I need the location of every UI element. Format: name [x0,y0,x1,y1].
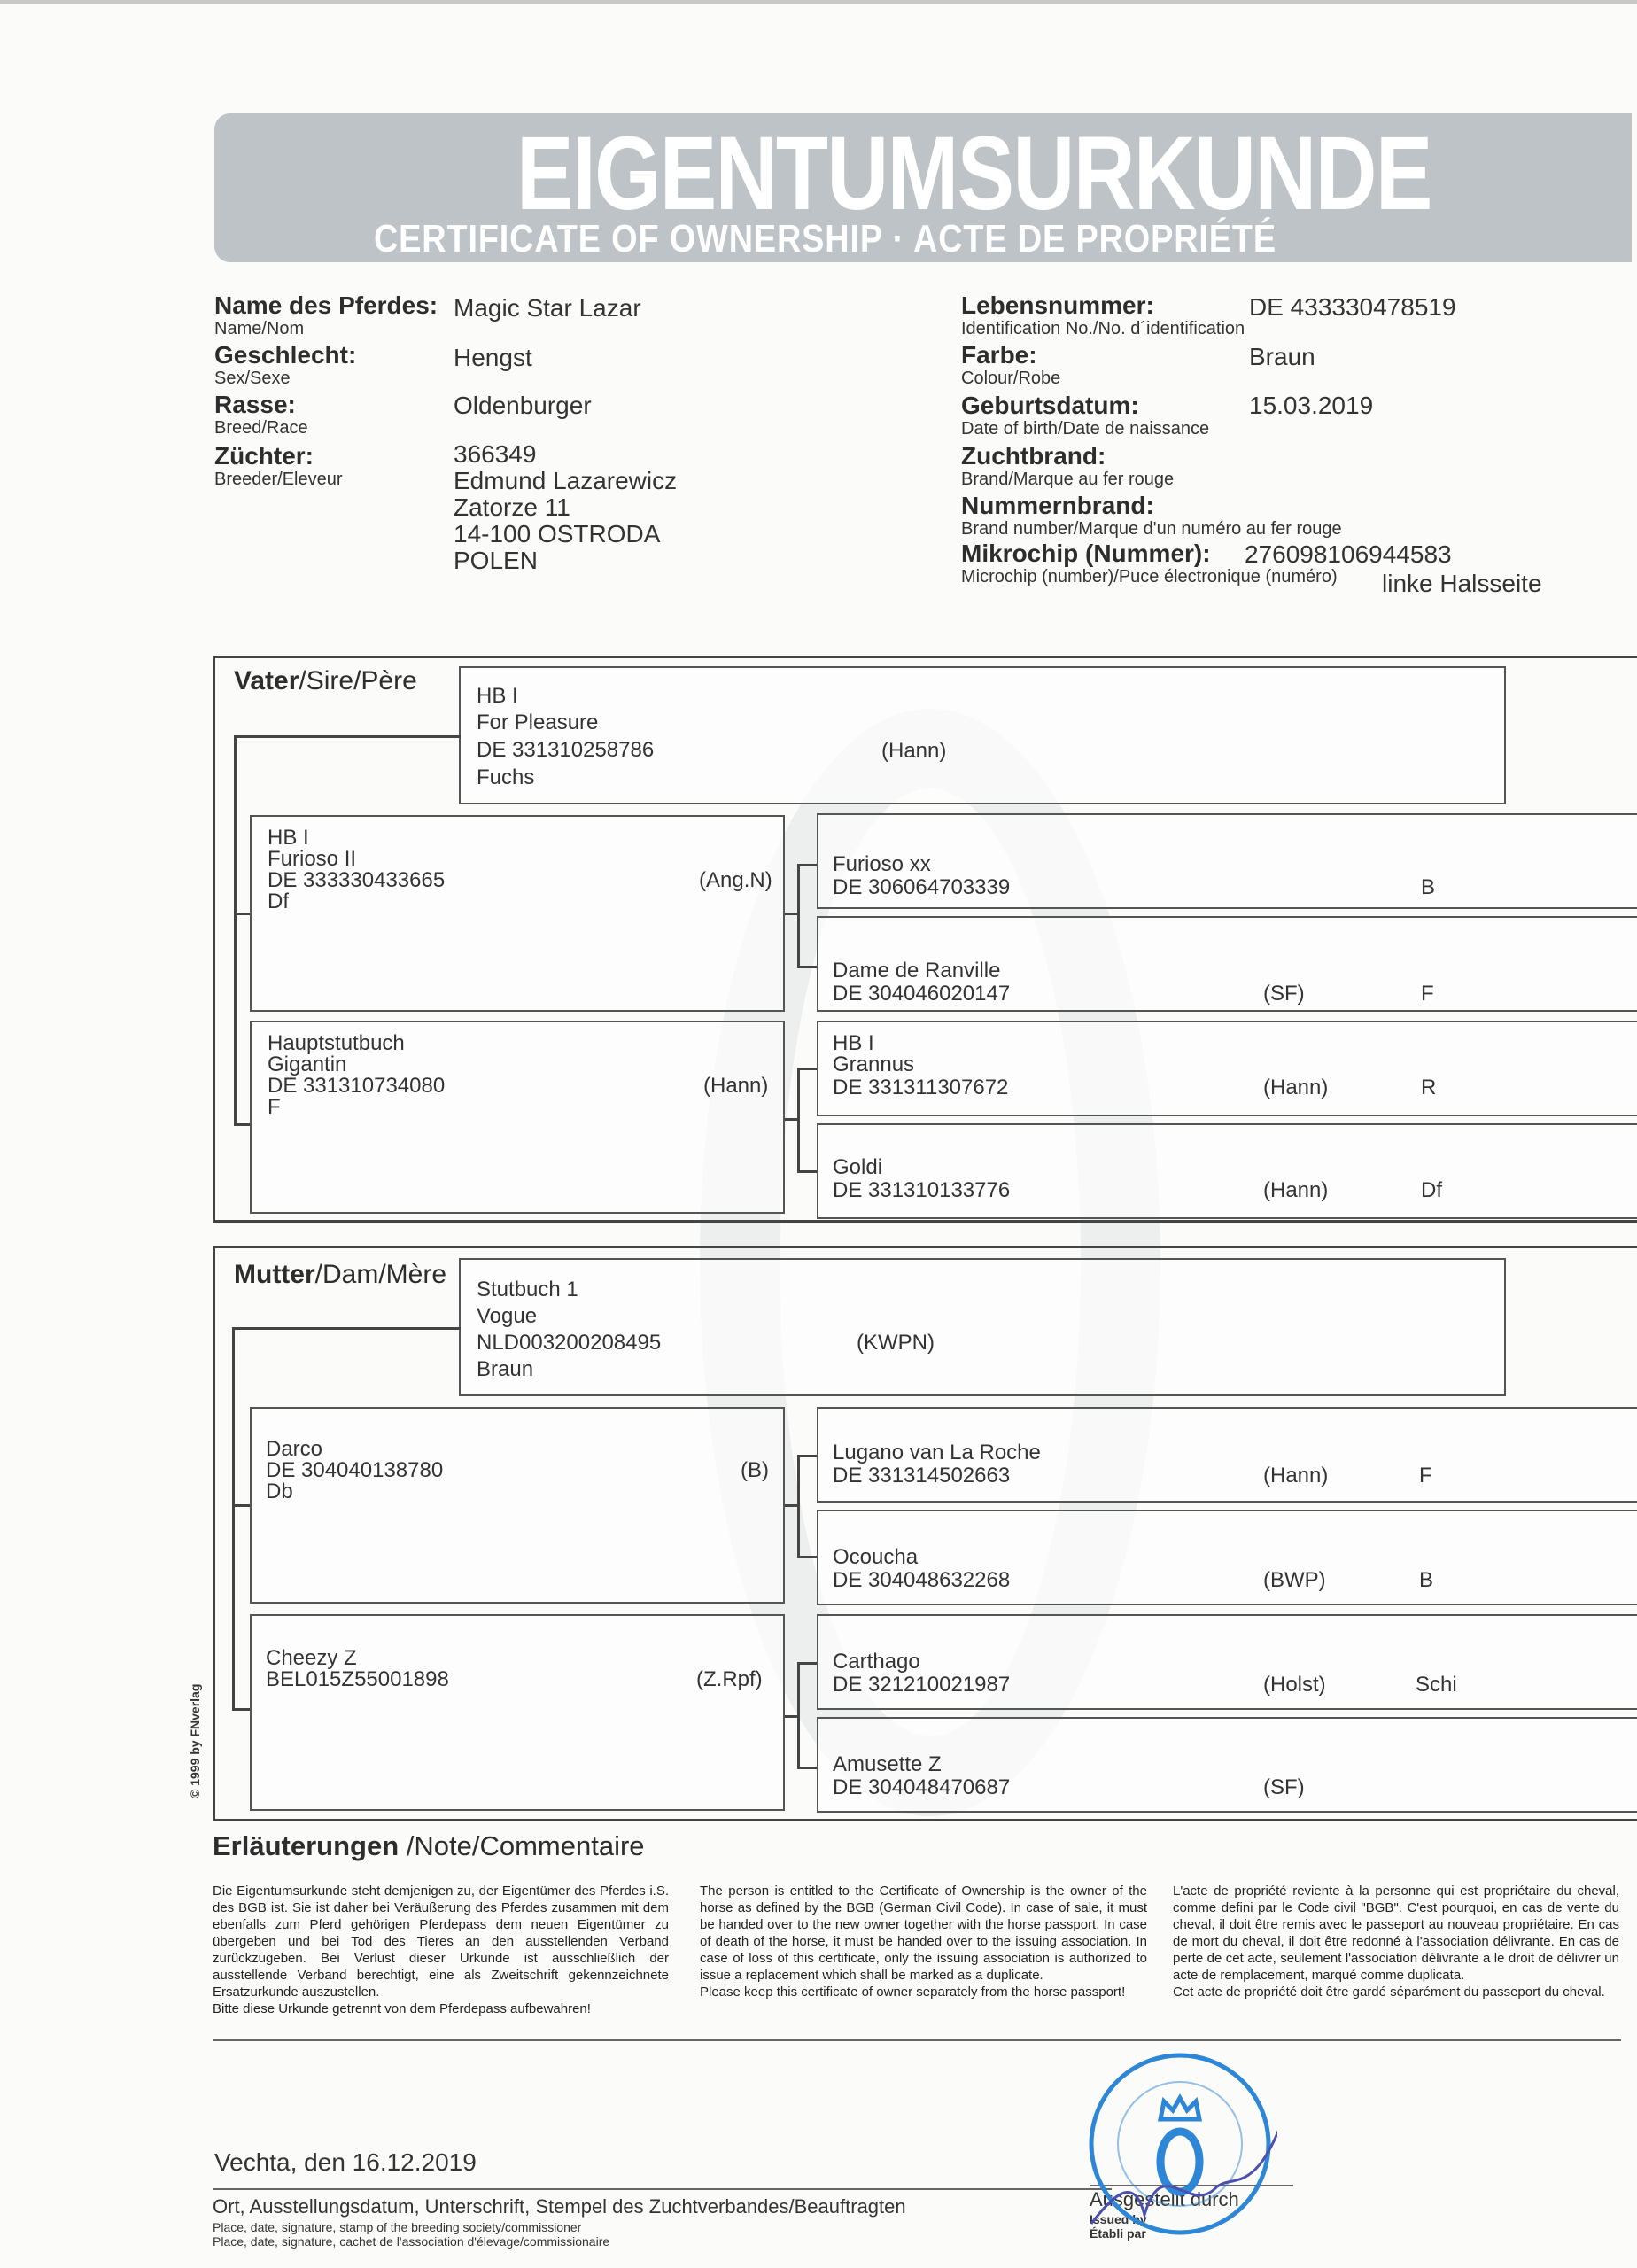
sire-title-rest: /Sire/Père [299,666,417,695]
dam-line-4: Braun [477,1357,534,1381]
breeder-value [454,441,677,574]
sublabel-colour: Colour/Robe [961,369,1061,388]
dam-ggd2-box [817,1717,1637,1813]
issued-by-fr: Établi par [1090,2226,1146,2241]
dam-assoc: (KWPN) [857,1331,935,1355]
field-sex [214,342,356,388]
dam-granddam-id: BEL015Z55001898 [266,1667,449,1691]
field-number-brand [961,493,1342,539]
sire-section-title [234,666,417,696]
dam-title-bold: Mutter [234,1260,315,1289]
label-microchip: Mikrochip (Nummer): [961,540,1211,567]
note-english-keep: Please keep this certificate of owner separately from the horse passport! [700,1984,1126,2000]
issued-by-en: Issued by [1090,2212,1147,2226]
label-name: Name des Pferdes: [214,291,438,319]
sire-ggd2-box [817,1123,1637,1219]
sire-granddam-line-3: DE 331310734080 [268,1074,446,1098]
dam-ggs2-colour: Schi [1416,1673,1457,1697]
connector-line [797,1662,818,1665]
sex-value: Hengst [454,344,532,371]
notes-divider [213,2039,1621,2041]
connector-line [797,1767,818,1769]
sire-ggd1-id: DE 304046020147 [833,982,1011,1006]
sire-ggd1-colour: F [1421,982,1434,1006]
connector-line [797,864,818,866]
dam-section-title [234,1260,446,1290]
connector-line [797,1068,800,1172]
label-colour: Farbe: [961,341,1037,369]
connector-line [797,1170,818,1173]
sire-grandsire-assoc: (Ang.N) [699,868,772,892]
breed-value: Oldenburger [454,392,592,419]
sire-line-1: HB I [477,684,518,708]
sublabel-birth-date: Date of birth/Date de naissance [961,419,1210,439]
sire-ggs2-line-1: HB I [833,1031,874,1055]
document-subtitle: CERTIFICATE OF OWNERSHIP · ACTE DE PROPRIÉTÉ [374,217,1276,260]
label-brand: Zuchtbrand: [961,442,1106,470]
label-life-number: Lebensnummer: [961,291,1154,319]
notes-title-rest: /Note/Commentaire [399,1830,645,1861]
connector-line [232,1504,250,1507]
copyright-notice: © 1999 by FNverlag [188,1683,202,1798]
sire-granddam-line-2: Gigantin [268,1052,347,1076]
dam-grandsire-name: Darco [266,1437,323,1461]
document-title: EIGENTUMSURKUNDE [516,115,1431,232]
footer-caption-fr: Place, date, signature, cachet de l'association d'élevage/commissionaire [213,2234,610,2249]
horse-head-icon [1160,2132,1199,2192]
sire-ggs2-id: DE 331311307672 [833,1076,1009,1099]
sire-granddam-box [250,1021,785,1214]
connector-line [234,913,252,915]
dam-granddam-name: Cheezy Z [266,1646,357,1670]
note-english [700,1883,1147,2000]
dam-ggd1-name: Ocoucha [833,1545,919,1569]
dam-ggs1-assoc: (Hann) [1263,1464,1329,1487]
sire-grandsire-line-4: Df [268,889,289,913]
connector-line [797,966,818,968]
connector-line [797,1455,818,1457]
dam-grandsire-id: DE 304040138780 [266,1458,444,1482]
issued-by-de: Ausgestellt durch [1090,2188,1239,2210]
field-brand [961,443,1174,489]
breeder-name: Edmund Lazarewicz [454,467,678,494]
note-english-text: The person is entitled to the Certificate of Ownership is the owner of the horse as defined by the BGB (German Civil Code). In case of sale, it must be handed over to the new owner together with the horse passport. In case of death of the horse, it must be handed over to the issuing association. In case of loss of this certificate, only the issuing association is authorized to issue a replacement which shall be marked as a duplicate. [700,1884,1147,1983]
sire-box [459,666,1506,804]
connector-line [797,1068,818,1070]
sire-ggs2-assoc: (Hann) [1263,1076,1329,1099]
microchip-location: linke Halsseite [1382,570,1542,597]
dam-grandsire-box [250,1407,785,1604]
note-german-text: Die Eigentumsurkunde steht demjenigen zu, der Eigentümer des Pferdes i.S. des BGB ist. Sie ist daher bei Veräußerung des Pferdes zusammen mit dem ebenfalls zum Pferd gehörigen Pferdepass dem neuen Eigentümer zu übergeben und bei Tod des Tieres an den ausstellenden Verband zurückzugeben. Bei Verlust dieser Urkunde ist ausschließlich der ausstellende Verband berechtigt, eine als Zweitschrift gekennzeichnete Ersatzurkunde auszustellen. [213,1884,669,2000]
connector-line [232,1327,461,1330]
sire-granddam-assoc: (Hann) [703,1074,769,1098]
sire-ggs2-box [817,1021,1637,1116]
life-number-value: DE 433330478519 [1249,293,1456,321]
sire-line-3: DE 331310258786 [477,738,655,762]
connector-line [234,1123,252,1126]
dam-ggs1-box [817,1407,1637,1503]
breeding-society-stamp [1082,2047,1277,2241]
sire-title-bold: Vater [234,666,299,695]
field-colour [961,342,1060,388]
connector-line [232,1327,235,1710]
breeder-id: 366349 [454,440,537,468]
dam-line-2: Vogue [477,1304,538,1328]
sublabel-microchip: Microchip (number)/Puce électronique (numéro) [961,567,1338,586]
label-breed: Rasse: [214,391,296,418]
sire-ggd1-name: Dame de Ranville [833,959,1001,983]
sire-ggs1-box [817,813,1637,909]
sire-ggs1-id: DE 306064703339 [833,875,1011,899]
scan-top-edge [0,0,1637,4]
breeder-street: Zatorze 11 [454,493,570,521]
note-french-text: L'acte de propriété reviente à la personne qui est propriétaire du cheval, comme defini par le Code civil "BGB". C'est pourquoi, en cas de vente du cheval, il doit être remis avec le passeport au nouveau propriétaire. En cas de mort du cheval, il doit être redonné à l'association délivrante. En cas de perte de cet acte, seulement l'association délivrante a le droit de délivrer un acte de remplacement, marqué comme duplicata. [1173,1884,1619,1983]
footer-caption-de: Ort, Ausstellungsdatum, Unterschrift, Stempel des Zuchtverbandes/Beauftragten [213,2195,906,2218]
connector-line [234,735,237,1125]
sire-ggd2-name: Goldi [833,1155,883,1179]
label-number-brand: Nummernbrand: [961,492,1154,519]
connector-line [797,864,800,967]
dam-line-1: Stutbuch 1 [477,1278,578,1301]
dam-granddam-assoc: (Z.Rpf) [696,1667,763,1691]
note-german-keep: Bitte diese Urkunde getrennt von dem Pferdepass aufbewahren! [213,2001,591,2016]
title-banner [214,113,1632,262]
sire-grandsire-line-3: DE 333330433665 [268,868,446,892]
sire-grandsire-box [250,815,785,1012]
dam-ggd2-assoc: (SF) [1263,1775,1305,1799]
colour-value: Braun [1249,343,1315,370]
signature-line [213,2188,1112,2190]
dam-ggd1-id: DE 304048632268 [833,1568,1011,1592]
connector-line [232,1708,250,1711]
breeder-country: POLEN [454,547,538,574]
dam-line-3: NLD003200208495 [477,1331,662,1355]
sire-ggd2-assoc: (Hann) [1263,1178,1329,1202]
sublabel-breeder: Breeder/Eleveur [214,470,343,489]
sire-ggd1-box [817,916,1637,1012]
connector-line [797,1662,800,1768]
note-german [213,1883,669,2017]
note-french-keep: Cet acte de propriété doit être gardé séparément du passeport du cheval. [1173,1984,1605,2000]
sire-grandsire-line-2: Furioso II [268,847,357,871]
horse-name-value: Magic Star Lazar [454,294,641,322]
dam-ggd2-id: DE 304048470687 [833,1775,1011,1799]
sire-ggs1-colour: B [1421,875,1436,899]
notes-title-bold: Erläuterungen [213,1830,400,1861]
dam-grandsire-colour: Db [266,1480,293,1503]
dam-ggs2-box [817,1614,1637,1710]
label-breeder: Züchter: [214,442,314,470]
dam-ggs2-assoc: (Holst) [1263,1673,1326,1697]
connector-line [797,1556,818,1558]
sublabel-sex: Sex/Sexe [214,369,291,388]
sire-line-2: For Pleasure [477,711,599,734]
dam-ggd1-box [817,1510,1637,1605]
sublabel-number-brand: Brand number/Marque d'un numéro au fer rouge [961,519,1342,539]
sire-ggd2-id: DE 331310133776 [833,1178,1011,1202]
dam-ggd1-assoc: (BWP) [1263,1568,1326,1592]
label-sex: Geschlecht: [214,341,357,369]
footer-caption-en: Place, date, signature, stamp of the breeding society/commissioner [213,2220,582,2234]
field-breed [214,392,308,438]
sire-ggd2-colour: Df [1421,1178,1442,1202]
dam-ggs2-name: Carthago [833,1650,920,1674]
sire-grandsire-line-1: HB I [268,826,309,850]
sublabel-life-number: Identification No./No. d´identification [961,319,1245,338]
dam-title-rest: /Dam/Mère [314,1260,447,1289]
dam-ggs1-name: Lugano van La Roche [833,1441,1041,1464]
sire-ggs2-name: Grannus [833,1052,915,1076]
crown-icon [1160,2098,1199,2119]
dam-ggs1-colour: F [1419,1464,1432,1487]
field-birth-date [961,392,1209,439]
issue-place-date: Vechta, den 16.12.2019 [214,2148,477,2176]
dam-box [459,1258,1506,1396]
dam-ggs1-id: DE 331314502663 [833,1464,1011,1487]
dam-ggd1-colour: B [1419,1568,1434,1592]
field-name [214,292,438,338]
sire-ggd1-assoc: (SF) [1263,982,1305,1006]
breeder-city: 14-100 OSTRODA [454,520,661,548]
dam-grandsire-assoc: (B) [741,1458,769,1482]
dam-ggs2-id: DE 321210021987 [833,1673,1011,1697]
sublabel-name: Name/Nom [214,319,305,338]
sire-ggs2-colour: R [1421,1076,1437,1099]
sublabel-brand: Brand/Marque au fer rouge [961,470,1175,489]
sire-assoc: (Hann) [881,739,947,763]
microchip-value: 276098106944583 [1245,540,1452,568]
birth-date-value: 15.03.2019 [1249,392,1374,419]
sire-granddam-line-4: F [268,1095,281,1119]
dam-granddam-box [250,1614,785,1811]
field-life-number [961,292,1245,338]
dam-ggd2-name: Amusette Z [833,1752,942,1776]
sire-ggs1-name: Furioso xx [833,852,931,876]
label-birth-date: Geburtsdatum: [961,392,1139,419]
note-french [1173,1883,1619,2000]
sublabel-breed: Breed/Race [214,418,308,438]
sire-granddam-line-1: Hauptstutbuch [268,1031,405,1055]
notes-title [213,1830,645,1862]
connector-line [797,1455,800,1557]
connector-line [234,735,461,738]
field-breeder [214,443,343,489]
sire-line-4: Fuchs [477,765,535,789]
